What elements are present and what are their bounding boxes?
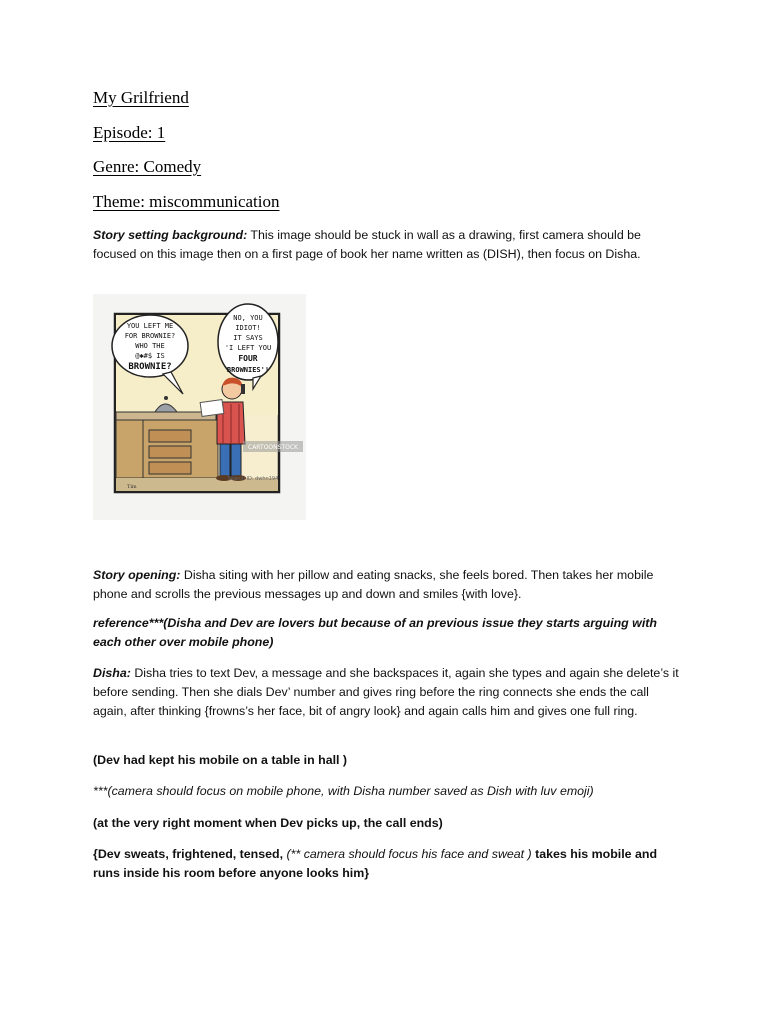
episode-heading: Episode: 1 (93, 123, 166, 142)
setting-paragraph (93, 226, 683, 264)
genre-heading: Genre: Comedy (93, 157, 202, 176)
opening-paragraph (93, 566, 683, 604)
bubble-left-line-3: WHO THE (135, 342, 165, 350)
bubble-left-line-4: @✱#$ IS (135, 352, 165, 360)
dev-sweat-part1: {Dev sweats, frightened, tensed, (93, 847, 287, 861)
disha-label: Disha: (93, 666, 131, 680)
setting-label: Story setting background: (93, 228, 248, 242)
dev-sweat-paragraph (93, 845, 683, 883)
bubble-right-line-1: NO, YOU (233, 314, 263, 322)
cartoon-search-id: Search ID: dwhn194 (227, 476, 279, 482)
bubble-right-line-3: IT SAYS (233, 334, 263, 342)
disha-text: Disha tries to text Dev, a message and she backspaces it, again she types and again she delete’s it before sending. Then she dials Dev’ number and gives ring before the ring connects she ends the call again, after thinking {frowns’s her face, bit of angry look} and again calls him and gives one full ring. (93, 666, 679, 718)
bubble-right-line-6: BROWNIES'! (226, 366, 270, 374)
bubble-right-line-5: FOUR (238, 354, 258, 363)
doc-title: My Grilfriend (93, 88, 189, 107)
cartoon-image (93, 294, 306, 520)
call-ends-paragraph: (at the very right moment when Dev picks up, the call ends) (93, 816, 443, 830)
bubble-right-line-2: IDIOT! (235, 324, 261, 332)
bubble-left-line-2: FOR BROWNIE? (124, 332, 176, 340)
dev-sweat-part3: takes his mobile and runs inside his room before anyone looks him} (93, 847, 658, 880)
cartoon-watermark: CARTOONSTOCK (248, 444, 298, 451)
bubble-right-line-4: 'I LEFT YOU (224, 344, 272, 352)
opening-label: Story opening: (93, 568, 181, 582)
bubble-left-line-1: YOU LEFT ME (126, 322, 174, 330)
dev-sweat-part2: (** camera should focus his face and sweat ) (286, 847, 532, 861)
cartoon-signature: Tim (127, 484, 137, 490)
setting-text: This image should be stuck in wall as a drawing, first camera should be focused on this image then on a first page of book her name written as (DISH), then focus on Disha. (93, 228, 641, 261)
bubble-left-line-5: BROWNIE? (128, 362, 172, 372)
cartoon-illustration (93, 294, 306, 520)
opening-text: Disha siting with her pillow and eating snacks, she feels bored. Then takes her mobile phone and scrolls the previous messages up and down and smiles {with love}. (93, 568, 654, 601)
camera-note-paragraph: ***(camera should focus on mobile phone, with Disha number saved as Dish with luv emoji) (93, 784, 594, 798)
disha-paragraph (93, 664, 683, 721)
reference-paragraph: reference***(Disha and Dev are lovers but because of an previous issue they starts arguing with each other over mobile phone) (93, 616, 657, 649)
theme-heading: Theme: miscommunication (93, 192, 280, 211)
dev-table-paragraph: (Dev had kept his mobile on a table in hall ) (93, 753, 348, 767)
